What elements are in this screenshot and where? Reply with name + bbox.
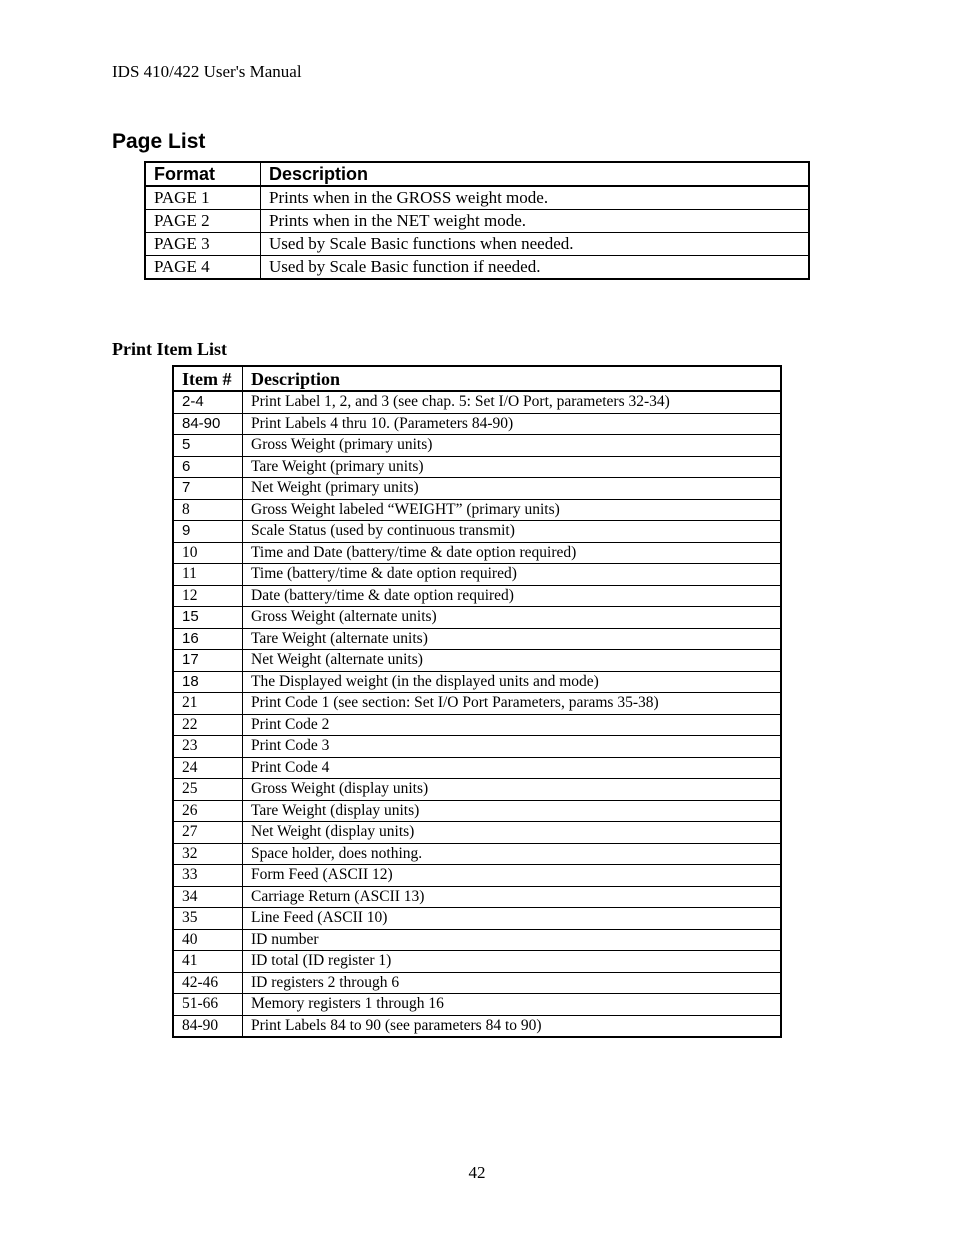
cell-item: 40 xyxy=(173,929,243,951)
cell-item: 12 xyxy=(173,585,243,607)
cell-description: Print Labels 4 thru 10. (Parameters 84-90) xyxy=(243,413,782,435)
cell-description: Print Code 4 xyxy=(243,757,782,779)
table-row xyxy=(173,951,781,973)
table-row xyxy=(173,908,781,930)
cell-description: Print Code 1 (see section: Set I/O Port Parameters, params 35-38) xyxy=(243,693,782,715)
cell-item: 17 xyxy=(173,650,243,672)
cell-item: 15 xyxy=(173,607,243,629)
cell-item: 26 xyxy=(173,800,243,822)
cell-description: Net Weight (display units) xyxy=(243,822,782,844)
cell-description: Net Weight (alternate units) xyxy=(243,650,782,672)
column-header-format: Format xyxy=(145,162,261,186)
page-number: 42 xyxy=(468,1163,486,1182)
cell-description: Net Weight (primary units) xyxy=(243,478,782,500)
cell-description: Space holder, does nothing. xyxy=(243,843,782,865)
cell-description: Print Code 2 xyxy=(243,714,782,736)
cell-description: Print Labels 84 to 90 (see parameters 84 to 90) xyxy=(243,1015,782,1037)
table-row xyxy=(173,456,781,478)
cell-item: 23 xyxy=(173,736,243,758)
cell-description: ID number xyxy=(243,929,782,951)
cell-item: 5 xyxy=(173,435,243,457)
table-row xyxy=(173,413,781,435)
cell-description: Prints when in the NET weight mode. xyxy=(261,210,810,233)
cell-description: Carriage Return (ASCII 13) xyxy=(243,886,782,908)
table-row xyxy=(173,650,781,672)
page-list-heading: Page List xyxy=(112,130,206,153)
table-row xyxy=(173,585,781,607)
table-row xyxy=(173,800,781,822)
cell-item: 42-46 xyxy=(173,972,243,994)
cell-description: Form Feed (ASCII 12) xyxy=(243,865,782,887)
cell-item: 10 xyxy=(173,542,243,564)
table-row xyxy=(145,186,809,210)
table-row xyxy=(173,607,781,629)
table-row xyxy=(173,757,781,779)
table-row xyxy=(173,478,781,500)
cell-item: 8 xyxy=(173,499,243,521)
table-row xyxy=(173,499,781,521)
cell-item: 11 xyxy=(173,564,243,586)
column-header-item-number: Item # xyxy=(173,366,243,391)
cell-item: 51-66 xyxy=(173,994,243,1016)
cell-description: Line Feed (ASCII 10) xyxy=(243,908,782,930)
cell-item: 35 xyxy=(173,908,243,930)
cell-format: PAGE 1 xyxy=(145,186,261,210)
table-row xyxy=(173,435,781,457)
table-row xyxy=(145,256,809,280)
table-row xyxy=(173,671,781,693)
cell-description: Memory registers 1 through 16 xyxy=(243,994,782,1016)
table-row xyxy=(173,521,781,543)
page-list-table xyxy=(144,161,810,280)
cell-description: Scale Status (used by continuous transmit) xyxy=(243,521,782,543)
cell-item: 84-90 xyxy=(173,413,243,435)
cell-description: Tare Weight (alternate units) xyxy=(243,628,782,650)
cell-item: 27 xyxy=(173,822,243,844)
cell-description: Gross Weight (display units) xyxy=(243,779,782,801)
column-header-description: Description xyxy=(261,162,810,186)
cell-item: 32 xyxy=(173,843,243,865)
cell-description: Used by Scale Basic function if needed. xyxy=(261,256,810,280)
table-row xyxy=(145,233,809,256)
cell-description: Gross Weight labeled “WEIGHT” (primary units) xyxy=(243,499,782,521)
table-row xyxy=(173,929,781,951)
cell-description: The Displayed weight (in the displayed units and mode) xyxy=(243,671,782,693)
cell-description: ID total (ID register 1) xyxy=(243,951,782,973)
table-row xyxy=(173,1015,781,1037)
table-row xyxy=(173,843,781,865)
cell-item: 41 xyxy=(173,951,243,973)
cell-description: Print Label 1, 2, and 3 (see chap. 5: Set I/O Port, parameters 32-34) xyxy=(243,391,782,413)
print-item-header-row xyxy=(173,366,781,391)
table-row xyxy=(173,865,781,887)
cell-item: 9 xyxy=(173,521,243,543)
cell-format: PAGE 3 xyxy=(145,233,261,256)
cell-item: 24 xyxy=(173,757,243,779)
page-list-header-row xyxy=(145,162,809,186)
cell-description: Time and Date (battery/time & date option required) xyxy=(243,542,782,564)
cell-description: Tare Weight (display units) xyxy=(243,800,782,822)
cell-item: 16 xyxy=(173,628,243,650)
cell-description: Date (battery/time & date option required) xyxy=(243,585,782,607)
table-row xyxy=(173,693,781,715)
table-row xyxy=(173,542,781,564)
cell-description: Gross Weight (alternate units) xyxy=(243,607,782,629)
print-item-list-heading: Print Item List xyxy=(112,339,227,359)
column-header-description: Description xyxy=(243,366,782,391)
cell-item: 7 xyxy=(173,478,243,500)
cell-description: Prints when in the GROSS weight mode. xyxy=(261,186,810,210)
cell-item: 33 xyxy=(173,865,243,887)
table-row xyxy=(145,210,809,233)
cell-item: 2-4 xyxy=(173,391,243,413)
table-row xyxy=(173,822,781,844)
cell-description: Used by Scale Basic functions when needed. xyxy=(261,233,810,256)
cell-description: Gross Weight (primary units) xyxy=(243,435,782,457)
cell-item: 34 xyxy=(173,886,243,908)
table-row xyxy=(173,391,781,413)
table-row xyxy=(173,628,781,650)
cell-item: 84-90 xyxy=(173,1015,243,1037)
cell-item: 21 xyxy=(173,693,243,715)
table-row xyxy=(173,564,781,586)
cell-item: 22 xyxy=(173,714,243,736)
table-row xyxy=(173,779,781,801)
table-row xyxy=(173,994,781,1016)
cell-description: ID registers 2 through 6 xyxy=(243,972,782,994)
cell-format: PAGE 2 xyxy=(145,210,261,233)
cell-description: Time (battery/time & date option required) xyxy=(243,564,782,586)
cell-item: 25 xyxy=(173,779,243,801)
page-header: IDS 410/422 User's Manual xyxy=(112,62,302,81)
cell-description: Tare Weight (primary units) xyxy=(243,456,782,478)
table-row xyxy=(173,972,781,994)
cell-item: 18 xyxy=(173,671,243,693)
table-row xyxy=(173,736,781,758)
cell-description: Print Code 3 xyxy=(243,736,782,758)
print-item-list-table xyxy=(172,365,782,1038)
table-row xyxy=(173,886,781,908)
cell-format: PAGE 4 xyxy=(145,256,261,280)
cell-item: 6 xyxy=(173,456,243,478)
table-row xyxy=(173,714,781,736)
